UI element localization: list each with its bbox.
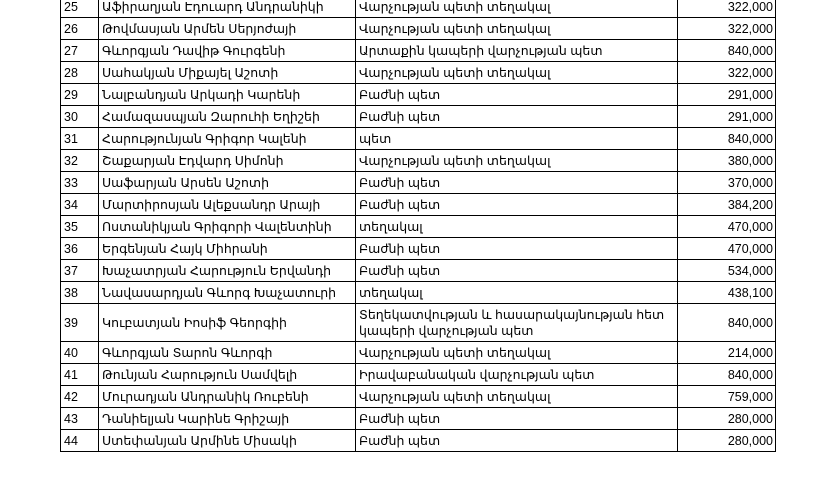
table-row — [61, 364, 776, 386]
position-cell: Վարչության պետի տեղակալ — [356, 342, 678, 364]
row-number-cell: 33 — [61, 172, 99, 194]
position-cell: Վարչության պետի տեղակալ — [356, 0, 678, 18]
row-number-cell: 29 — [61, 84, 99, 106]
position-cell: Տեղեկատվության և հասարակայնության հետ կապերի վարչության պետ — [356, 304, 678, 342]
employee-name-cell: Սաֆարյան Արսեն Աշոտի — [99, 172, 356, 194]
salary-cell: 214,000 — [678, 342, 776, 364]
position-cell: տեղակալ — [356, 282, 678, 304]
row-number-cell: 30 — [61, 106, 99, 128]
row-number-cell: 35 — [61, 216, 99, 238]
position-cell: Բաժնի պետ — [356, 172, 678, 194]
employee-name-cell: Թունյան Հարություն Սամվելի — [99, 364, 356, 386]
employee-name-cell: Շաքարյան Էդվարդ Սիմոնի — [99, 150, 356, 172]
table-row — [61, 408, 776, 430]
salary-cell: 470,000 — [678, 216, 776, 238]
salary-cell: 840,000 — [678, 128, 776, 150]
row-number-cell: 25 — [61, 0, 99, 18]
table-row — [61, 304, 776, 342]
table-row — [61, 260, 776, 282]
position-cell: Արտաքին կապերի վարչության պետ — [356, 40, 678, 62]
table-row — [61, 150, 776, 172]
row-number-cell: 41 — [61, 364, 99, 386]
employee-name-cell: Խաչատրյան Հարություն Երվանդի — [99, 260, 356, 282]
table-row — [61, 216, 776, 238]
employee-name-cell: Մուրադյան Անդրանիկ Ռուբենի — [99, 386, 356, 408]
row-number-cell: 32 — [61, 150, 99, 172]
salary-cell: 280,000 — [678, 408, 776, 430]
table-row — [61, 62, 776, 84]
employee-name-cell: Գևորգյան Տարոն Գևորգի — [99, 342, 356, 364]
table-row — [61, 238, 776, 260]
employee-name-cell: Համազասպյան Զարուհի Եղիշեի — [99, 106, 356, 128]
row-number-cell: 34 — [61, 194, 99, 216]
table-row — [61, 172, 776, 194]
row-number-cell: 44 — [61, 430, 99, 452]
salary-cell: 438,100 — [678, 282, 776, 304]
position-cell: պետ — [356, 128, 678, 150]
position-cell: Վարչության պետի տեղակալ — [356, 18, 678, 40]
salary-cell: 280,000 — [678, 430, 776, 452]
table-row — [61, 430, 776, 452]
salary-cell: 370,000 — [678, 172, 776, 194]
position-cell: Բաժնի պետ — [356, 194, 678, 216]
row-number-cell: 43 — [61, 408, 99, 430]
position-cell: Բաժնի պետ — [356, 260, 678, 282]
employee-name-cell: Մարտիրոսյան Ալեքսանդր Արայի — [99, 194, 356, 216]
table-row — [61, 386, 776, 408]
table-row — [61, 18, 776, 40]
salary-cell: 534,000 — [678, 260, 776, 282]
row-number-cell: 42 — [61, 386, 99, 408]
employee-name-cell: Սահակյան Միքայել Աշոտի — [99, 62, 356, 84]
employee-name-cell: Կուբատյան Իոսիֆ Գեորգիի — [99, 304, 356, 342]
salary-cell: 840,000 — [678, 40, 776, 62]
position-cell: Վարչության պետի տեղակալ — [356, 150, 678, 172]
position-cell: Բաժնի պետ — [356, 84, 678, 106]
employee-name-cell: Աֆիրաղյան Էդուարդ Անդրանիկի — [99, 0, 356, 18]
row-number-cell: 28 — [61, 62, 99, 84]
salary-cell: 380,000 — [678, 150, 776, 172]
employee-name-cell: Նավասարդյան Գևորգ Խաչատուրի — [99, 282, 356, 304]
employee-name-cell: Դանիելյան Կարինե Գրիշայի — [99, 408, 356, 430]
table-row — [61, 194, 776, 216]
salary-cell: 322,000 — [678, 18, 776, 40]
table-row — [61, 106, 776, 128]
row-number-cell: 39 — [61, 304, 99, 342]
salary-cell: 759,000 — [678, 386, 776, 408]
table-row — [61, 342, 776, 364]
position-cell: Իրավաբանական վարչության պետ — [356, 364, 678, 386]
position-cell: Բաժնի պետ — [356, 408, 678, 430]
table-row — [61, 128, 776, 150]
row-number-cell: 27 — [61, 40, 99, 62]
row-number-cell: 38 — [61, 282, 99, 304]
salary-cell: 322,000 — [678, 62, 776, 84]
salary-cell: 470,000 — [678, 238, 776, 260]
table-row — [61, 282, 776, 304]
table-row — [61, 40, 776, 62]
position-cell: տեղակալ — [356, 216, 678, 238]
employee-name-cell: Հարությունյան Գրիգոր Կալենի — [99, 128, 356, 150]
employee-name-cell: Երգենյան Հայկ Միհրանի — [99, 238, 356, 260]
position-cell: Բաժնի պետ — [356, 430, 678, 452]
employee-name-cell: Գևորգյան Դավիթ Գուրգենի — [99, 40, 356, 62]
employee-name-cell: Նալբանդյան Արկադի Կարենի — [99, 84, 356, 106]
employee-name-cell: Ոստանիկյան Գրիգորի Վալենտինի — [99, 216, 356, 238]
salary-cell: 291,000 — [678, 106, 776, 128]
salary-cell: 322,000 — [678, 0, 776, 18]
employee-name-cell: Ստեփանյան Արմինե Միսակի — [99, 430, 356, 452]
position-cell: Բաժնի պետ — [356, 106, 678, 128]
salary-cell: 384,200 — [678, 194, 776, 216]
staff-salary-table — [60, 0, 776, 452]
position-cell: Վարչության պետի տեղակալ — [356, 62, 678, 84]
table-body — [61, 0, 776, 452]
position-cell: Բաժնի պետ — [356, 238, 678, 260]
row-number-cell: 26 — [61, 18, 99, 40]
row-number-cell: 40 — [61, 342, 99, 364]
row-number-cell: 37 — [61, 260, 99, 282]
table-row — [61, 84, 776, 106]
position-cell: Վարչության պետի տեղակալ — [356, 386, 678, 408]
salary-cell: 291,000 — [678, 84, 776, 106]
row-number-cell: 36 — [61, 238, 99, 260]
table-row — [61, 0, 776, 18]
row-number-cell: 31 — [61, 128, 99, 150]
employee-name-cell: Թովմասյան Արմեն Սերյոժայի — [99, 18, 356, 40]
salary-cell: 840,000 — [678, 304, 776, 342]
salary-cell: 840,000 — [678, 364, 776, 386]
